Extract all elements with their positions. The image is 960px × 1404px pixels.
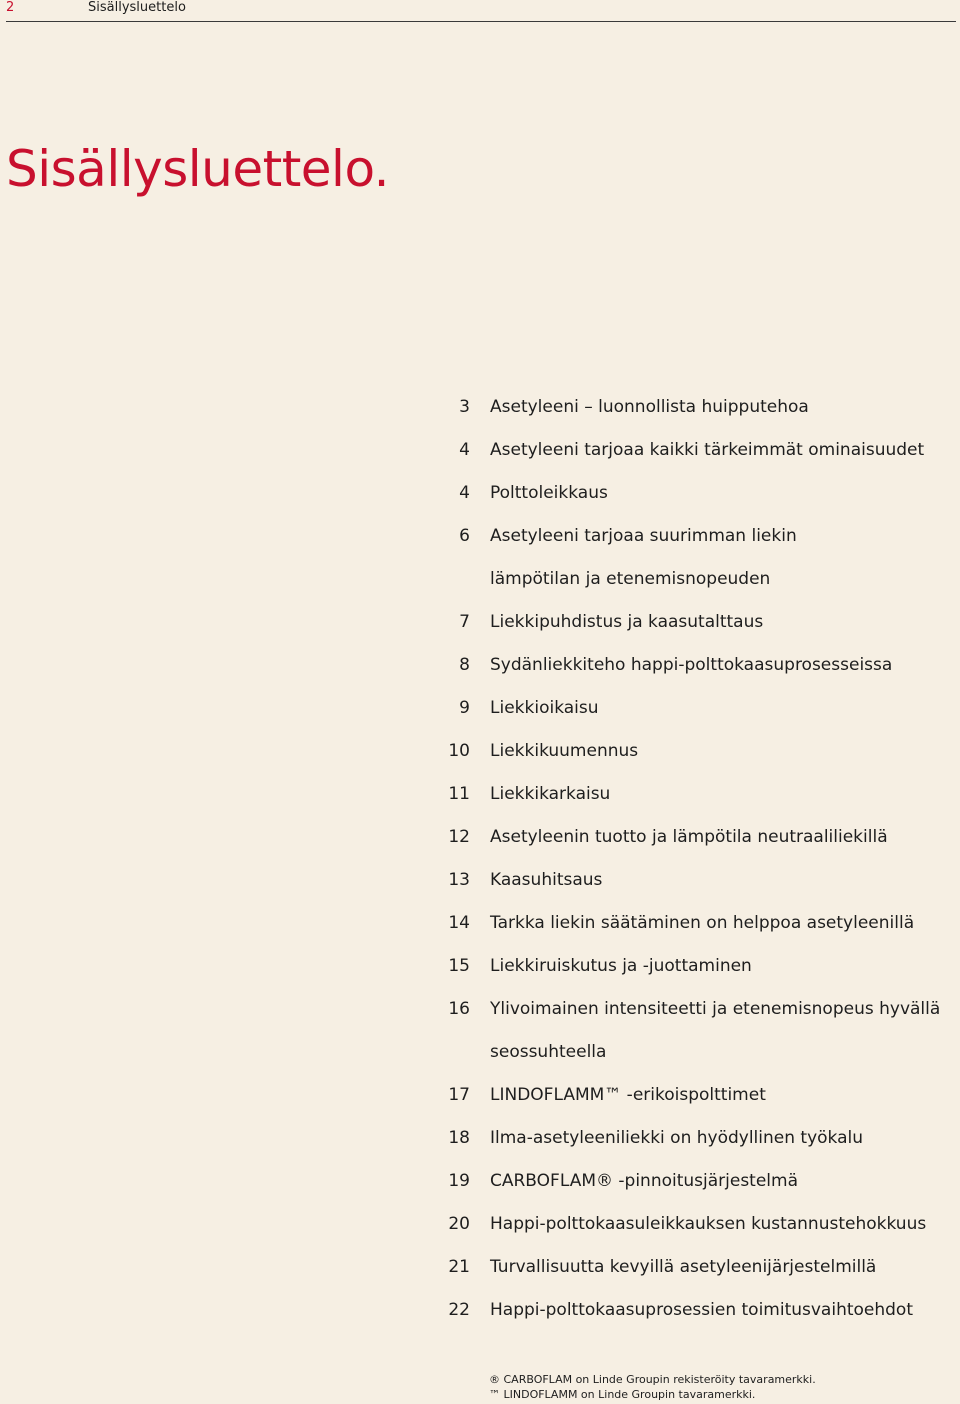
header-rule xyxy=(6,21,956,22)
page-title: Sisällysluettelo. xyxy=(6,140,390,198)
toc-entry xyxy=(430,1202,955,1245)
toc-entry xyxy=(430,944,955,987)
toc-entry xyxy=(430,858,955,901)
toc-entry xyxy=(430,1073,955,1116)
toc-page-number: 7 xyxy=(459,611,470,632)
toc-page-number: 10 xyxy=(448,740,470,761)
table-of-contents xyxy=(430,385,955,1331)
toc-entry-title: Liekkiruiskutus ja -juottaminen xyxy=(490,955,752,976)
footnote-registered-trademark: ® CARBOFLAM on Linde Groupin rekisteröity tavaramerkki. xyxy=(489,1373,816,1386)
toc-page-number: 20 xyxy=(448,1213,470,1234)
toc-page-number: 4 xyxy=(459,439,470,460)
toc-entry-title: Ilma-asetyleeniliekki on hyödyllinen työkalu xyxy=(490,1127,864,1148)
toc-page-number: 18 xyxy=(448,1127,470,1148)
toc-entry-title: Liekkipuhdistus ja kaasutalttaus xyxy=(490,611,764,632)
toc-page-number: 9 xyxy=(459,697,470,718)
page-number: 2 xyxy=(6,0,15,15)
toc-entry xyxy=(430,772,955,815)
toc-page-number: 6 xyxy=(459,525,470,546)
toc-page-number: 15 xyxy=(448,955,470,976)
toc-entry xyxy=(430,1288,955,1331)
toc-page-number: 14 xyxy=(448,912,470,933)
toc-page-number: 12 xyxy=(448,826,470,847)
toc-page-number: 21 xyxy=(448,1256,470,1277)
toc-entry xyxy=(430,815,955,858)
footnote-trademark: ™ LINDOFLAMM on Linde Groupin tavaramerkki. xyxy=(489,1388,756,1401)
toc-page-number: 3 xyxy=(459,396,470,417)
toc-entry-title: Sydänliekkiteho happi-polttokaasuprosesseissa xyxy=(490,654,893,675)
running-title: Sisällysluettelo xyxy=(88,0,186,15)
toc-entry-title: Liekkikarkaisu xyxy=(490,783,611,804)
toc-entry xyxy=(430,471,955,514)
toc-entry xyxy=(430,600,955,643)
page-header xyxy=(0,0,960,24)
toc-entry-title: Ylivoimainen intensiteetti ja etenemisnopeus hyvällä xyxy=(490,998,941,1019)
toc-entry xyxy=(430,428,955,471)
toc-page-number: 17 xyxy=(448,1084,470,1105)
toc-entry-title: Kaasuhitsaus xyxy=(490,869,603,890)
toc-entry-title: Tarkka liekin säätäminen on helppoa asetyleenillä xyxy=(490,912,915,933)
toc-page-number: 22 xyxy=(448,1299,470,1320)
toc-page-number: 8 xyxy=(459,654,470,675)
toc-page-number: 19 xyxy=(448,1170,470,1191)
toc-entry-title: Liekkioikaisu xyxy=(490,697,599,718)
toc-entry xyxy=(430,514,955,557)
toc-entry-title: Asetyleeni – luonnollista huipputehoa xyxy=(490,396,809,417)
toc-entry-title: Liekkikuumennus xyxy=(490,740,639,761)
toc-entry xyxy=(430,901,955,944)
toc-page-number: 4 xyxy=(459,482,470,503)
toc-entry-title: Happi-polttokaasuleikkauksen kustannustehokkuus xyxy=(490,1213,927,1234)
toc-entry xyxy=(430,729,955,772)
toc-page-number: 13 xyxy=(448,869,470,890)
toc-entry xyxy=(430,686,955,729)
toc-entry-title: Happi-polttokaasuprosessien toimitusvaihtoehdot xyxy=(490,1299,913,1320)
toc-entry xyxy=(430,1116,955,1159)
toc-entry xyxy=(430,385,955,428)
toc-entry xyxy=(430,643,955,686)
toc-entry-title: Polttoleikkaus xyxy=(490,482,608,503)
toc-entry-title: Turvallisuutta kevyillä asetyleenijärjestelmillä xyxy=(490,1256,877,1277)
toc-page-number: 11 xyxy=(448,783,470,804)
toc-entry xyxy=(430,1159,955,1202)
toc-entry xyxy=(430,987,955,1030)
toc-entry-continuation xyxy=(430,1030,955,1073)
toc-entry-title: Asetyleeni tarjoaa kaikki tärkeimmät ominaisuudet xyxy=(490,439,925,460)
toc-entry-title: LINDOFLAMM™ -erikoispolttimet xyxy=(490,1084,766,1105)
toc-entry-title: seossuhteella xyxy=(490,1041,607,1062)
toc-entry-title: lämpötilan ja etenemisnopeuden xyxy=(490,568,771,589)
toc-page-number: 16 xyxy=(448,998,470,1019)
toc-entry-title: Asetyleenin tuotto ja lämpötila neutraaliliekillä xyxy=(490,826,888,847)
toc-entry-continuation xyxy=(430,557,955,600)
toc-entry-title: CARBOFLAM® -pinnoitusjärjestelmä xyxy=(490,1170,799,1191)
footnotes xyxy=(489,1372,816,1402)
toc-entry-title: Asetyleeni tarjoaa suurimman liekin xyxy=(490,525,797,546)
toc-entry xyxy=(430,1245,955,1288)
